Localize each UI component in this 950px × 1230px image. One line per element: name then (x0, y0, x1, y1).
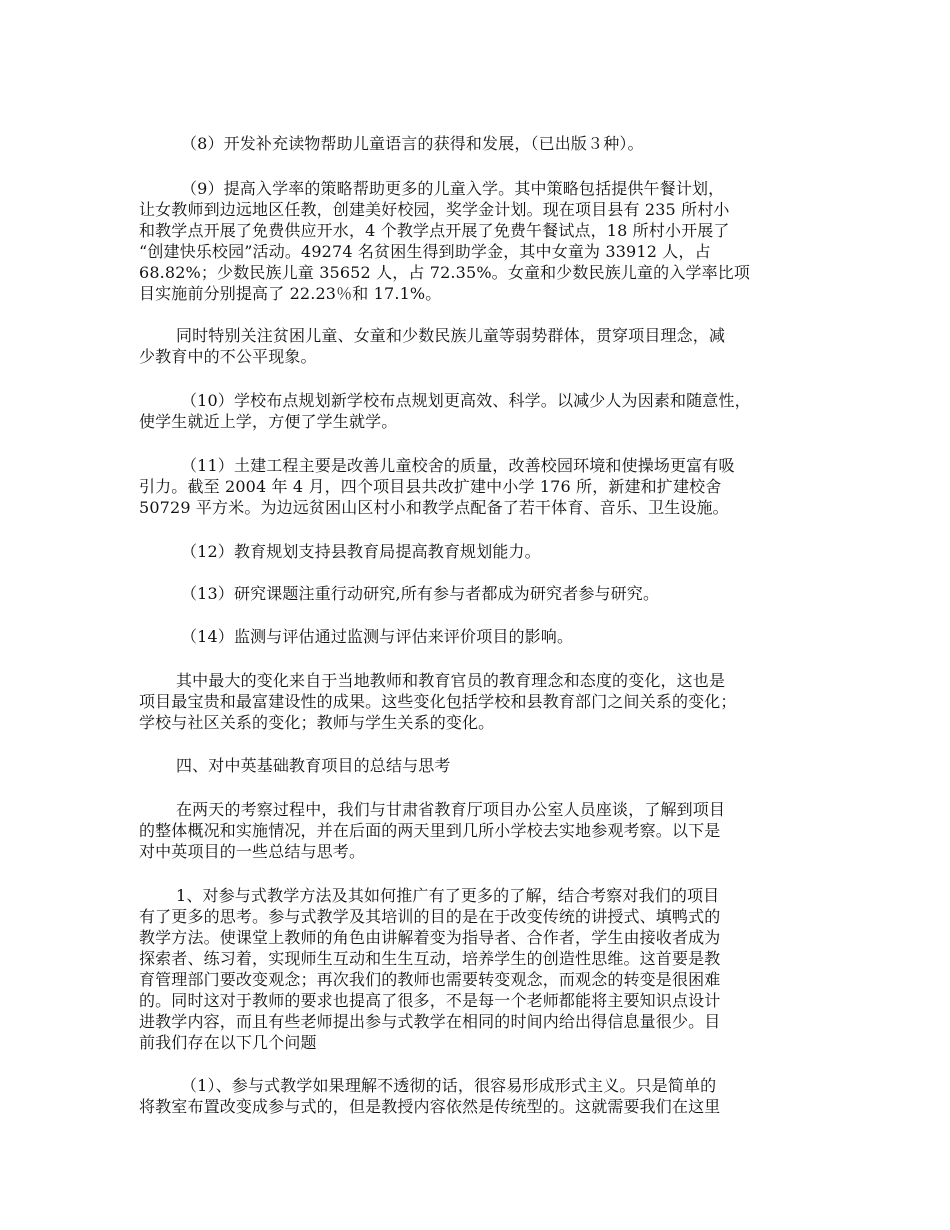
text-line: 对中英项目的一些总结与思考。 (139, 842, 366, 861)
text-line: 少教育中的不公平现象。 (139, 347, 317, 366)
text-line: 有了更多的思考。参与式教学及其培训的目的是在于改变传统的讲授式、填鸭式的 (139, 907, 721, 926)
text-line: 1、对参与式教学方法及其如何推广有了更多的了解，结合考察对我们的项目 (176, 886, 720, 905)
text-line: 同时特别关注贫困儿童、女童和少数民族儿童等弱势群体，贯穿项目理念，减 (176, 326, 726, 345)
text-line: （14）监测与评估通过监测与评估来评价项目的影响。 (181, 627, 574, 646)
text-line: 前我们存在以下几个问题 (139, 1033, 317, 1052)
text-line: 使学生就近上学，方便了学生就学。 (139, 412, 398, 431)
text-line: 探索者、练习着，实现师生互动和生生互动，培养学生的创造性思维。这首要是教 (139, 949, 721, 968)
text-line: 68.82%；少数民族儿童 35652 人，占 72.35%。女童和少数民族儿童的入学率比项 (139, 263, 751, 282)
text-line: 教学方法。使课堂上教师的角色由讲解着变为指导者、合作者，学生由接收者成为 (139, 928, 721, 947)
text-line: 50729 平方米。为边远贫困山区村小和教学点配备了若干体育、音乐、卫生设施。 (139, 498, 729, 517)
text-line: （10）学校布点规划新学校布点规划更高效、科学。以减少人为因素和随意性， (181, 391, 751, 410)
text-line: 进教学内容，而且有些老师提出参与式教学在相同的时间内给出得信息量很少。目 (139, 1012, 721, 1031)
text-line: 将教室布置改变成参与式的，但是教授内容依然是传统型的。这就需要我们在这里 (139, 1097, 721, 1116)
text-line: （8）开发补充读物帮助儿童语言的获得和发展，（已出版３种）。 (181, 134, 644, 153)
text-line: 和教学点开展了免费供应开水，4 个教学点开展了免费午餐试点，18 所村小开展了 (139, 221, 730, 240)
text-line: （1）、参与式教学如果理解不透彻的话，很容易形成形式主义。只是简单的 (181, 1076, 717, 1095)
text-line: （12）教育规划支持县教育局提高教育规划能力。 (181, 542, 541, 561)
text-line: （13）研究课题注重行动研究,所有参与者都成为研究者参与研究。 (181, 584, 660, 603)
text-line: （9）提高入学率的策略帮助更多的儿童入学。其中策略包括提供午餐计划， (181, 179, 725, 198)
text-line: （11）土建工程主要是改善儿童校舍的质量，改善校园环境和使操场更富有吸 (181, 456, 735, 475)
text-line: 育管理部门要改变观念；再次我们的教师也需要转变观念，而观念的转变是很困难 (139, 970, 721, 989)
text-line: 项目最宝贵和最富建设性的成果。这些变化包括学校和县教育部门之间关系的变化； (139, 692, 737, 711)
text-line: 的整体概况和实施情况，并在后面的两天里到几所小学校去实地参观考察。以下是 (139, 821, 721, 840)
text-line: 其中最大的变化来自于当地教师和教育官员的教育理念和态度的变化，这也是 (176, 671, 726, 690)
text-line: 让女教师到边远地区任教，创建美好校园，奖学金计划。现在项目县有 235 所村小 (139, 200, 730, 219)
text-line: 学校与社区关系的变化；教师与学生关系的变化。 (139, 713, 495, 732)
text-line: 的。同时这对于教师的要求也提高了很多，不是每一个老师都能将主要知识点设计 (139, 991, 721, 1010)
text-line: 引力。截至 2004 年 4 月，四个项目县共改扩建中小学 176 所，新建和扩建校舍 (139, 477, 722, 496)
text-line: “创建快乐校园”活动。49274 名贫困生得到助学金，其中女童为 33912 人，占 (139, 242, 711, 261)
section-heading: 四、对中英基础教育项目的总结与思考 (176, 756, 451, 775)
text-line: 目实施前分别提高了 22.23％和 17.1%。 (139, 284, 442, 303)
text-line: 在两天的考察过程中，我们与甘肃省教育厅项目办公室人员座谈，了解到项目 (176, 800, 726, 819)
